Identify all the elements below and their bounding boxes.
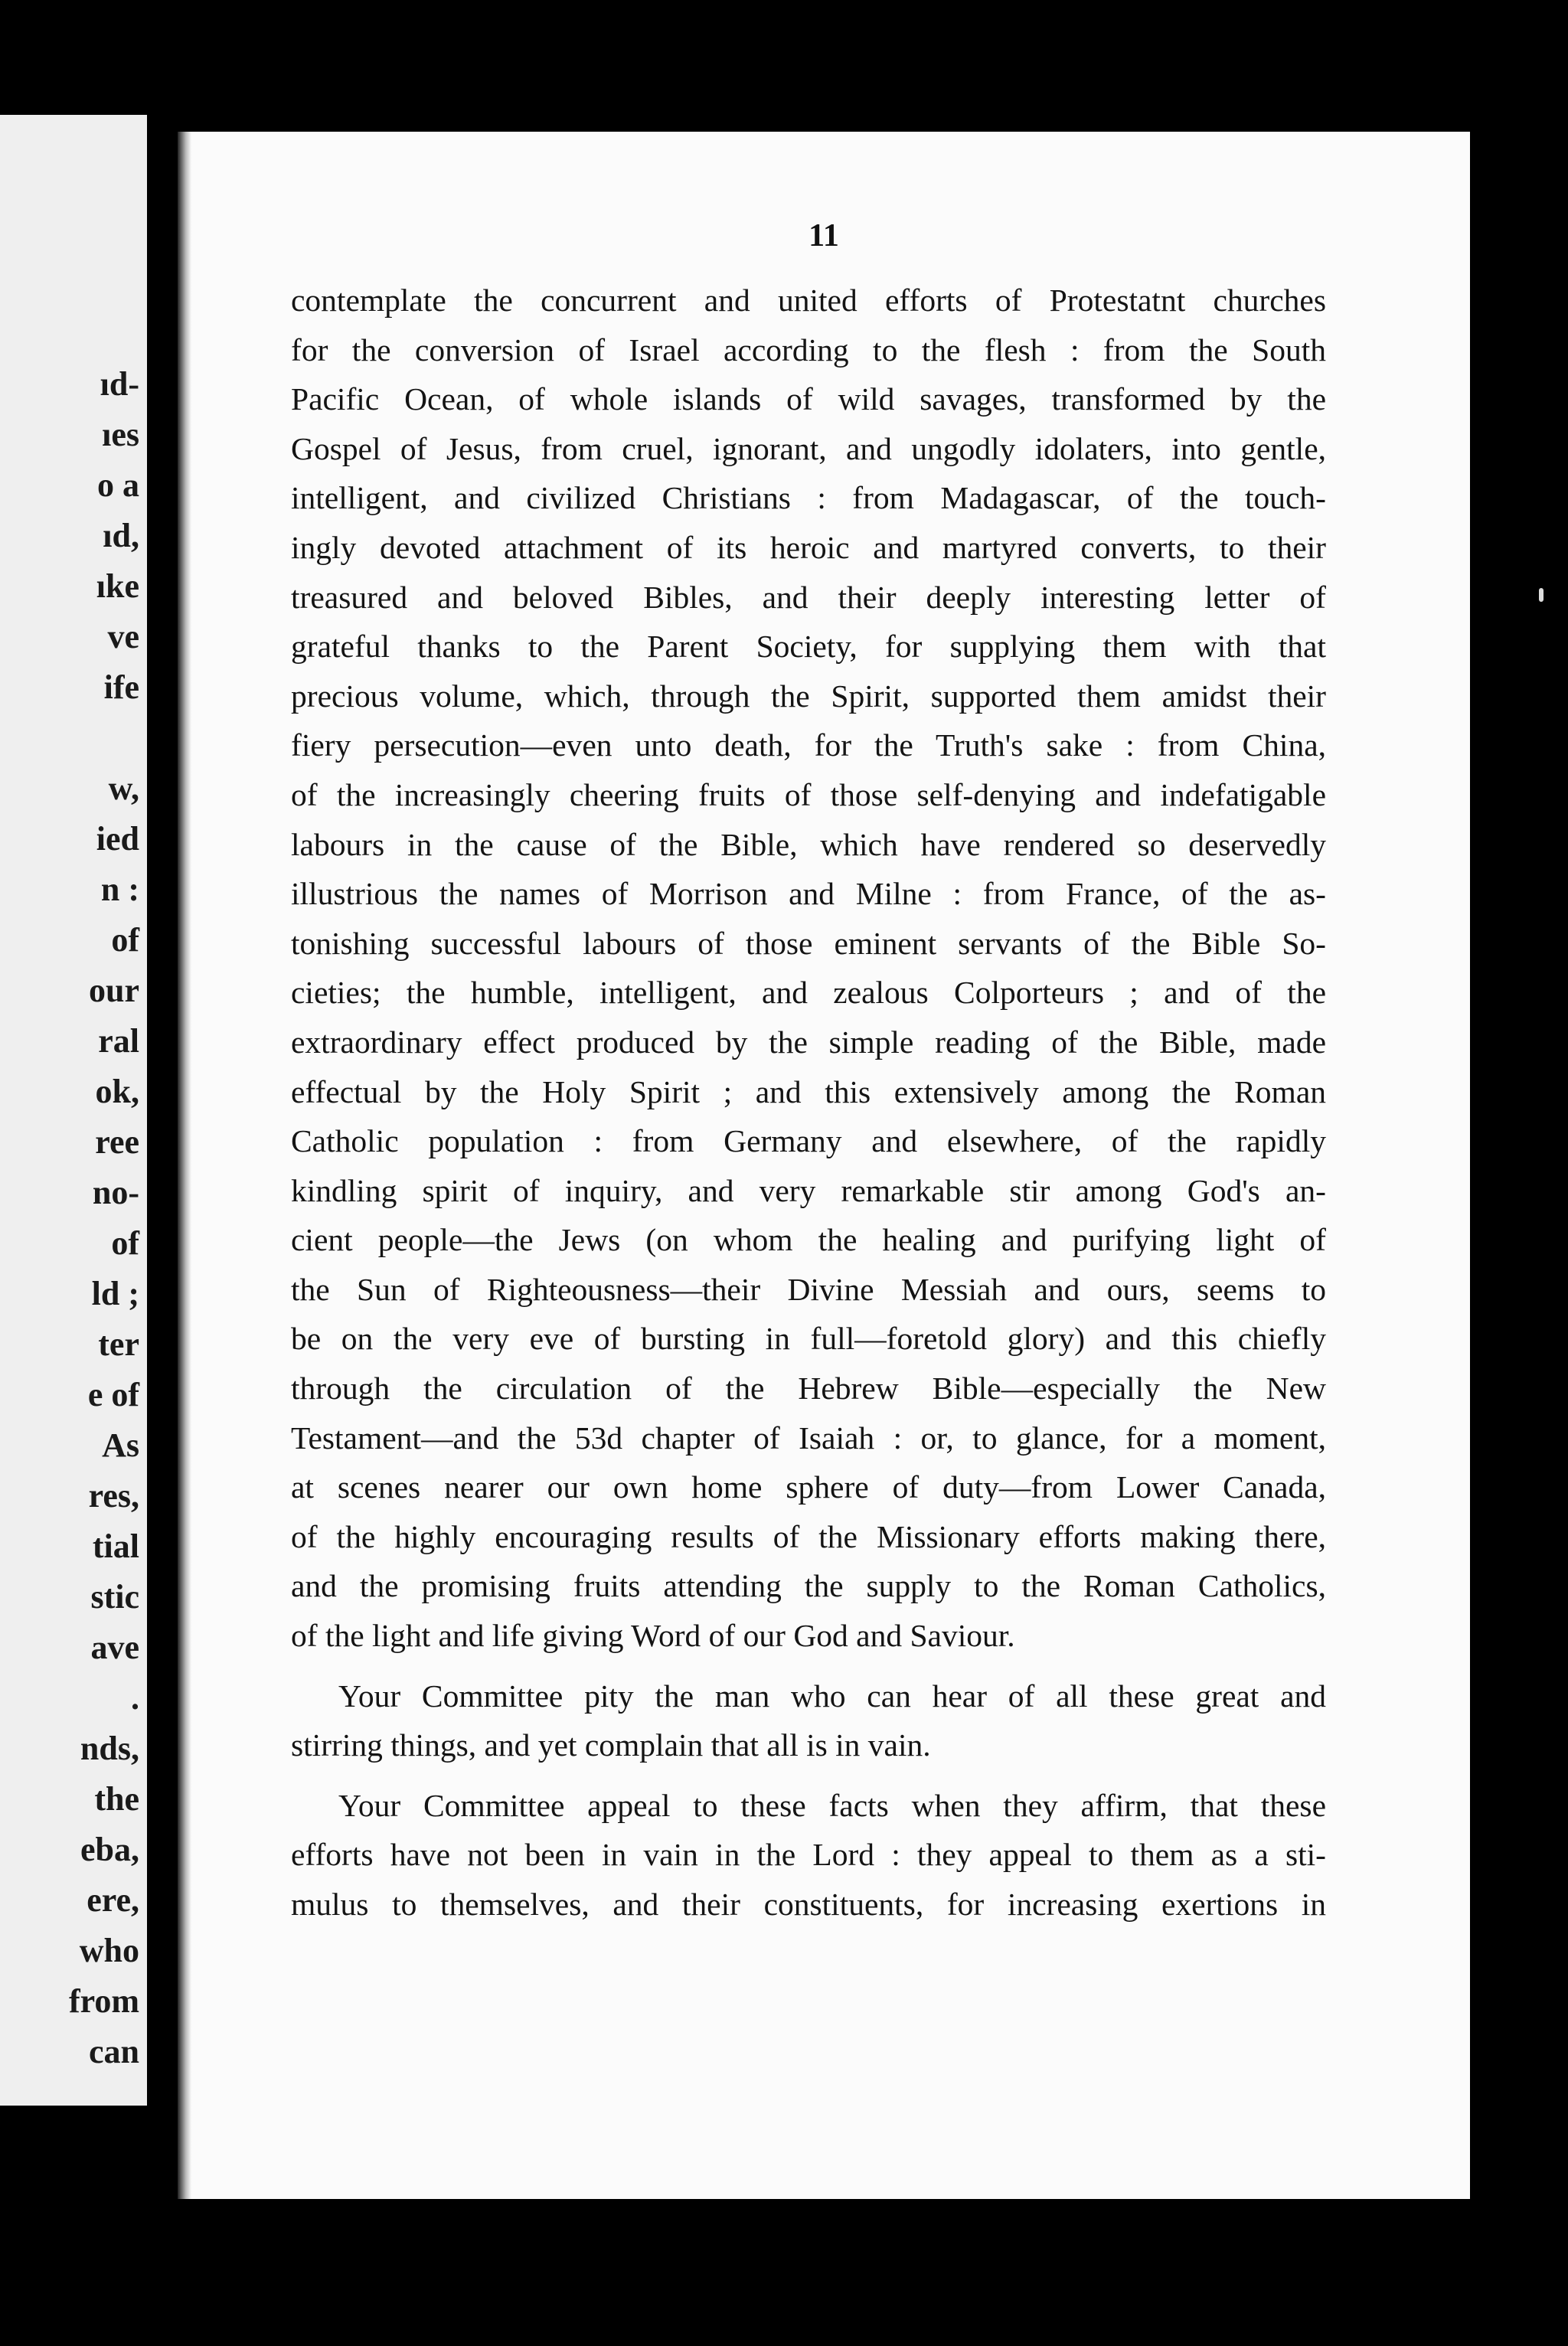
text-line: grateful thanks to the Parent Society, for supplying them with that [291, 629, 1326, 665]
text-line: for the conversion of Israel according to the flesh : from the South [291, 332, 1326, 368]
text-line: of the highly encouraging results of the Missionary efforts making there, [291, 1518, 1326, 1554]
left-page-text-fragment: ld ; [91, 1275, 139, 1312]
left-page-text-fragment: ve [107, 618, 139, 655]
text-line: of the light and life giving Word of our God and Saviour. [291, 1618, 1015, 1654]
left-page-text-fragment: ife [103, 668, 139, 706]
text-line: illustrious the names of Morrison and Milne : from France, of the as- [291, 876, 1326, 912]
text-line: fiery persecution—even unto death, for the Truth's sake : from China, [291, 727, 1326, 763]
text-line: precious volume, which, through the Spirit, supported them amidst their [291, 678, 1326, 714]
left-page-text-fragment: ave [90, 1629, 139, 1666]
left-page-text-fragment: ıke [96, 567, 139, 605]
left-page-text-fragment: ter [98, 1325, 139, 1363]
left-page-text-fragment: the [94, 1780, 139, 1818]
text-line: kindling spirit of inquiry, and very remarkable stir among God's an- [291, 1172, 1326, 1208]
left-page-text-fragment: res, [88, 1477, 139, 1514]
left-page-text-fragment: tial [92, 1528, 139, 1565]
book-gutter [147, 100, 178, 2197]
text-line: stirring things, and yet complain that all is in vain. [291, 1727, 931, 1763]
text-line: Testament—and the 53d chapter of Isaiah : or, to glance, for a moment, [291, 1420, 1326, 1456]
right-page [178, 132, 1470, 2199]
text-line: labours in the cause of the Bible, which have rendered so deservedly [291, 826, 1326, 862]
paragraph-2 [291, 1671, 1326, 1770]
text-line: tonishing successful labours of those eminent servants of the Bible So- [291, 925, 1326, 961]
left-page-text-fragment: n : [100, 871, 139, 908]
body-text [291, 276, 1326, 1929]
text-line: Gospel of Jesus, from cruel, ignorant, and ungodly idolaters, into gentle, [291, 430, 1326, 466]
text-line: treasured and beloved Bibles, and their deeply interesting letter of [291, 579, 1326, 615]
left-page-text-fragment: e of [87, 1376, 139, 1413]
text-line: contemplate the concurrent and united efforts of Protestatnt churches [291, 283, 1326, 318]
left-page-text-fragment: ıes [102, 416, 139, 453]
left-page-text-fragment: can [89, 2033, 139, 2070]
text-line: intelligent, and civilized Christians : from Madagascar, of the touch- [291, 480, 1326, 516]
text-line: the Sun of Righteousness—their Divine Messiah and ours, seems to [291, 1271, 1326, 1307]
paragraph-1 [291, 276, 1326, 1661]
text-line: Your Committee pity the man who can hear of all these great and [338, 1678, 1326, 1714]
text-line: Your Committee appeal to these facts when they affirm, that these [338, 1787, 1326, 1823]
left-page-text-fragment: of [111, 921, 139, 959]
left-page-text-fragment: ied [96, 820, 139, 858]
left-page-text-fragment: of [111, 1224, 139, 1262]
left-page-text-fragment: ere, [87, 1881, 139, 1919]
scan-speck [1539, 588, 1544, 602]
left-page-text-fragment: ree [95, 1123, 139, 1161]
left-page-text-fragment: our [89, 972, 139, 1009]
text-line: cient people—the Jews (on whom the healing and purifying light of [291, 1222, 1326, 1258]
left-page-fragment [0, 115, 147, 2106]
left-page-text-fragment: stic [90, 1578, 139, 1616]
text-line: at scenes nearer our own home sphere of duty—from Lower Canada, [291, 1469, 1326, 1505]
text-line: efforts have not been in vain in the Lord : they appeal to them as a sti- [291, 1837, 1326, 1873]
paragraph-3 [291, 1781, 1326, 1929]
text-line: be on the very eve of bursting in full—foretold glory) and this chiefly [291, 1321, 1326, 1357]
left-page-text-fragment: o a [97, 466, 139, 504]
left-page-text-fragment: who [79, 1932, 139, 1969]
left-page-text-fragment: w, [108, 769, 139, 807]
page-number: 11 [808, 218, 839, 253]
text-line: of the increasingly cheering fruits of those self-denying and indefatigable [291, 776, 1326, 812]
text-line: Catholic population : from Germany and elsewhere, of the rapidly [291, 1123, 1326, 1159]
text-line: ingly devoted attachment of its heroic and martyred converts, to their [291, 529, 1326, 565]
left-page-text-fragment: As [102, 1426, 139, 1464]
text-line: cieties; the humble, intelligent, and zealous Colporteurs ; and of the [291, 975, 1326, 1011]
left-page-text-fragment: ok, [95, 1073, 139, 1110]
text-line: mulus to themselves, and their constituents, for increasing exertions in [291, 1887, 1326, 1922]
text-line: through the circulation of the Hebrew Bible—especially the New [291, 1371, 1326, 1407]
text-line: effectual by the Holy Spirit ; and this extensively among the Roman [291, 1073, 1326, 1109]
left-page-text-fragment: . [131, 1679, 139, 1717]
left-page-text-fragment: nds, [80, 1730, 139, 1767]
text-line: Pacific Ocean, of whole islands of wild savages, transformed by the [291, 381, 1326, 417]
left-page-text-fragment: ral [98, 1022, 139, 1060]
text-line: and the promising fruits attending the supply to the Roman Catholics, [291, 1568, 1326, 1604]
text-line: extraordinary effect produced by the simple reading of the Bible, made [291, 1024, 1326, 1060]
left-page-text-fragment: eba, [80, 1831, 139, 1868]
left-page-text-fragment: no- [92, 1174, 139, 1211]
left-page-text-fragment: from [68, 1982, 139, 2020]
left-page-text-fragment: ıd- [100, 365, 139, 403]
left-page-text-fragment: ıd, [103, 517, 139, 554]
